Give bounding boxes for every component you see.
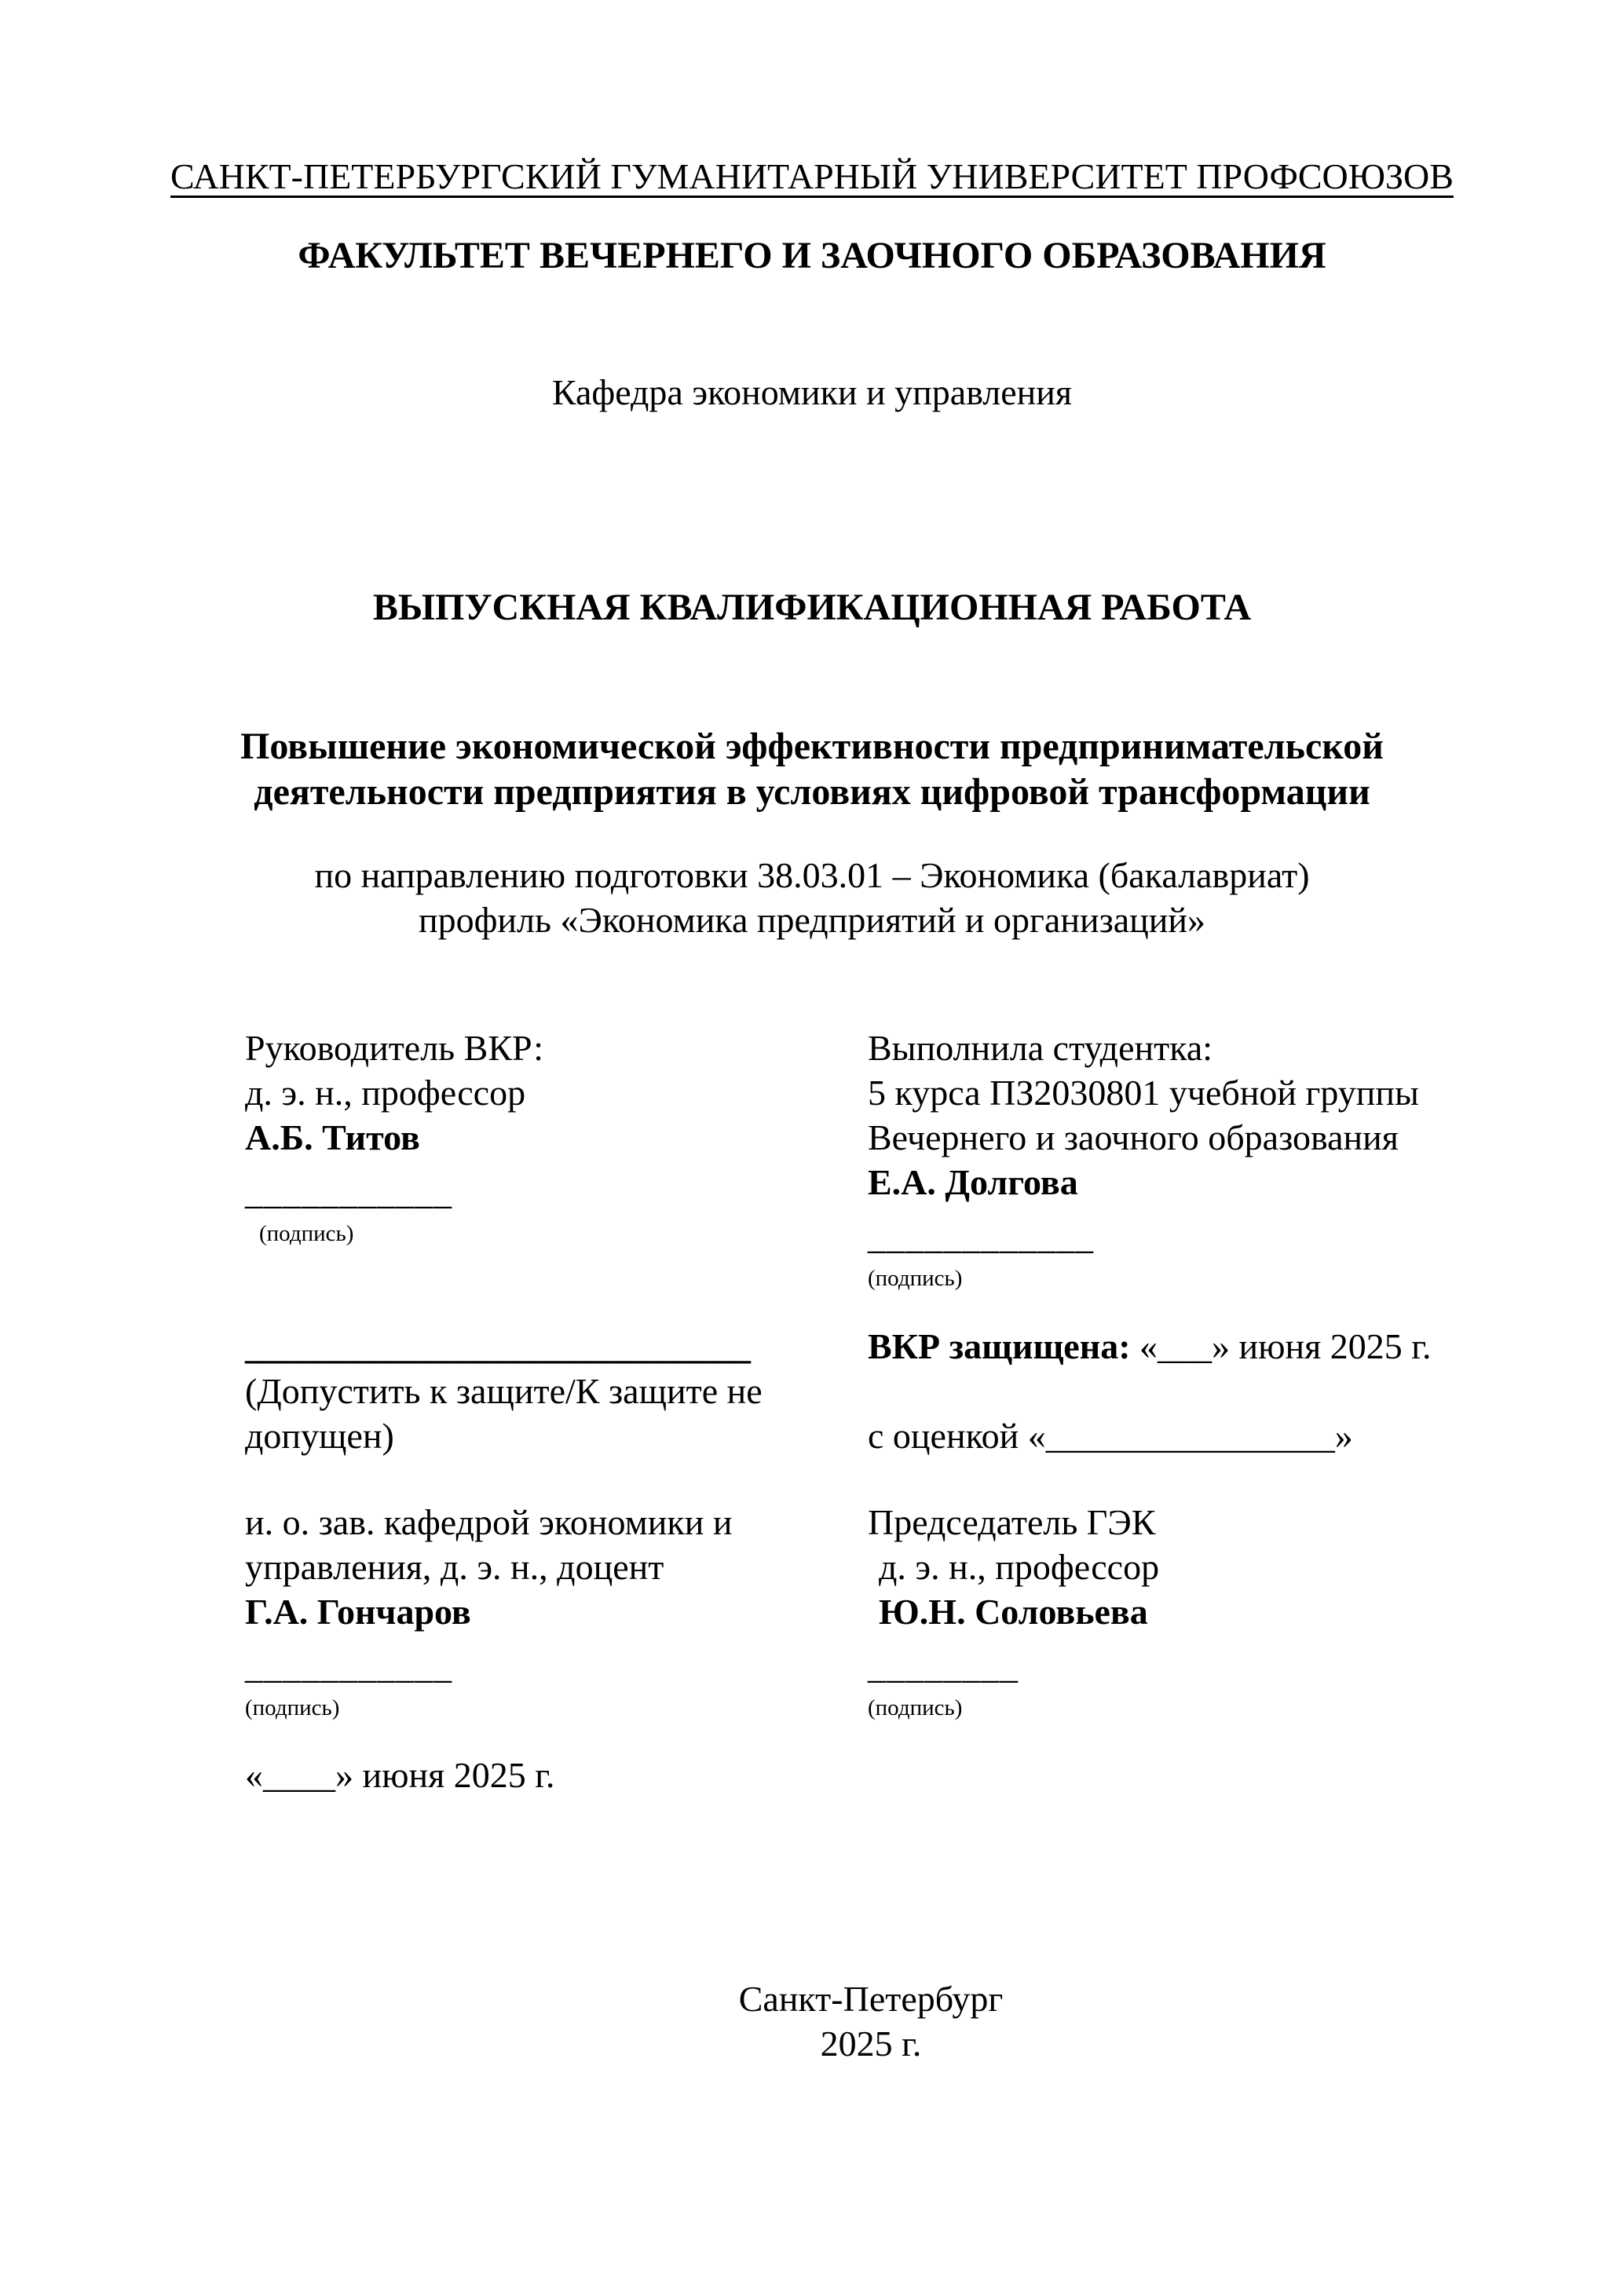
- gek-chair-position: Председатель ГЭК: [868, 1502, 1156, 1542]
- supervisor-name: А.Б. Титов: [245, 1117, 420, 1157]
- university-name: САНКТ-ПЕТЕРБУРГСКИЙ ГУМАНИТАРНЫЙ УНИВЕРСИТЕТ ПРОФСОЮЗОВ: [170, 156, 1454, 196]
- supervisor-signature-caption: (подпись): [259, 1221, 354, 1246]
- thesis-title: [0, 724, 1624, 815]
- thesis-title-line1: Повышение экономической эффективности предпринимательской: [240, 726, 1384, 767]
- thesis-title-line2: деятельности предприятия в условиях цифровой трансформации: [254, 771, 1370, 813]
- supervisor-degree: д. э. н., профессор: [245, 1073, 526, 1113]
- dept-head-date-line: «____» июня 2025 г.: [245, 1755, 555, 1795]
- student-name: Е.А. Долгова: [868, 1162, 1078, 1202]
- program-info: [0, 853, 1624, 942]
- gek-chair-block: [868, 1500, 1606, 1727]
- student-signature-caption: (подпись): [868, 1266, 963, 1291]
- dept-head-name: Г.А. Гончаров: [245, 1592, 471, 1632]
- student-group: 5 курса ПЗ2030801 учебной группы: [868, 1073, 1419, 1113]
- dept-head-position-line2: управления, д. э. н., доцент: [245, 1547, 664, 1587]
- admission-block: [245, 1324, 881, 1458]
- footer-year: 2025 г.: [820, 2024, 922, 2064]
- admission-caption-line2: допущен): [245, 1416, 394, 1456]
- supervisor-block: [245, 1026, 881, 1253]
- dept-head-signature-caption: (подпись): [245, 1695, 340, 1720]
- student-role: Выполнила студентка:: [868, 1028, 1213, 1068]
- faculty-name: ФАКУЛЬТЕТ ВЕЧЕРНЕГО И ЗАОЧНОГО ОБРАЗОВАНИЯ: [298, 235, 1326, 276]
- admission-blank-line: ____________________________: [245, 1326, 751, 1366]
- student-signature-line: ____________: [868, 1216, 1094, 1256]
- work-type-heading: ВЫПУСКНАЯ КВАЛИФИКАЦИОННАЯ РАБОТА: [372, 587, 1252, 628]
- gek-chair-degree: д. э. н., профессор: [879, 1547, 1160, 1587]
- supervisor-role: Руководитель ВКР:: [245, 1028, 544, 1068]
- gek-chair-signature-line: ________: [868, 1646, 1019, 1686]
- defense-date-line: [868, 1324, 1606, 1369]
- gek-chair-name: Ю.Н. Соловьева: [879, 1592, 1148, 1632]
- student-block: [868, 1026, 1606, 1298]
- program-direction: по направлению подготовки 38.03.01 – Экономика (бакалавриат): [314, 855, 1310, 895]
- student-faculty: Вечернего и заочного образования: [868, 1117, 1399, 1157]
- defense-grade-line: с оценкой «________________»: [868, 1416, 1353, 1456]
- footer-city: Санкт-Петербург: [738, 1979, 1004, 2019]
- defense-label: ВКР защищена:: [868, 1326, 1131, 1366]
- dept-head-position-line1: и. о. зав. кафедрой экономики и: [245, 1502, 733, 1542]
- footer-block: [118, 1976, 1624, 2066]
- department-name: Кафедра экономики и управления: [551, 372, 1073, 412]
- dept-head-block: [245, 1500, 881, 1797]
- admission-caption-line1: (Допустить к защите/К защите не: [245, 1371, 763, 1411]
- program-profile: профиль «Экономика предприятий и организаций»: [418, 900, 1206, 940]
- dept-head-signature-line: ___________: [245, 1646, 452, 1686]
- supervisor-signature-line: ___________: [245, 1172, 452, 1212]
- gek-chair-signature-caption: (подпись): [868, 1695, 963, 1720]
- defense-date: «___» июня 2025 г.: [1139, 1326, 1432, 1366]
